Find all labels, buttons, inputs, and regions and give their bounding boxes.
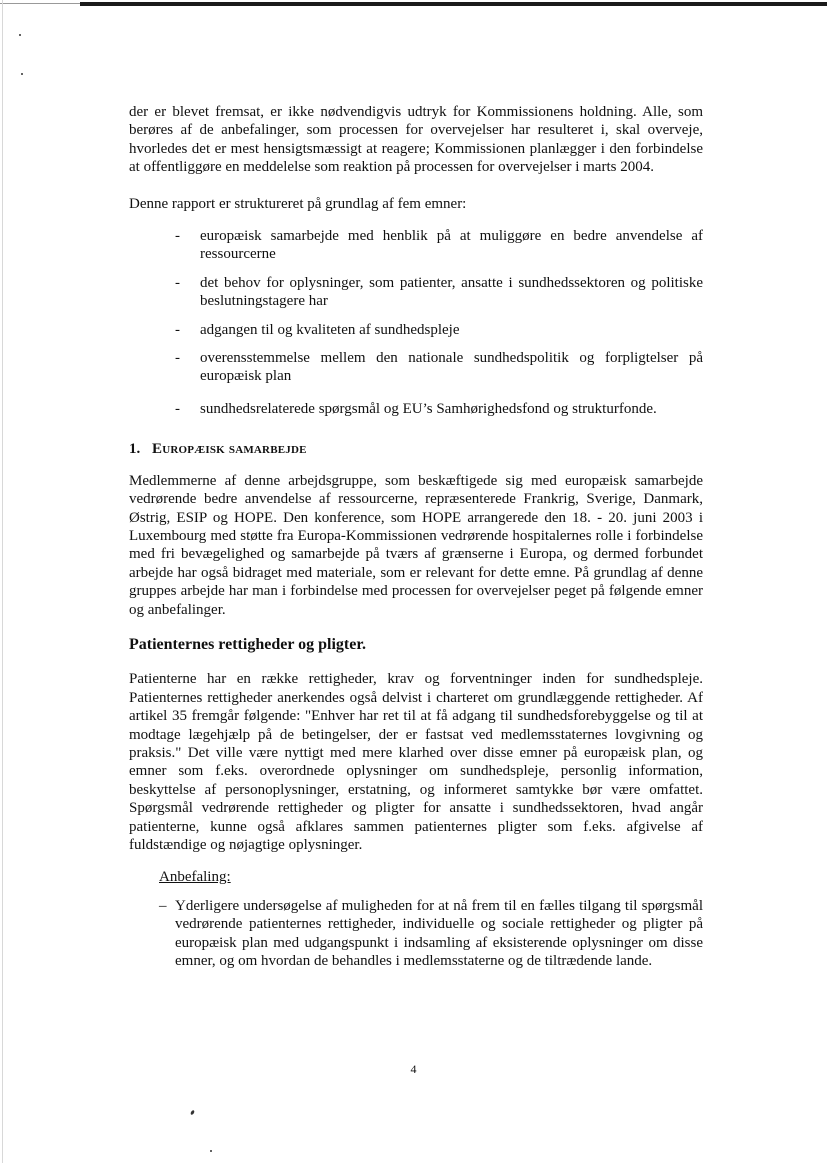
- structure-intro: Denne rapport er struktureret på grundlag af fem emner:: [129, 195, 467, 212]
- topic-item: [175, 400, 703, 418]
- topic-item: [175, 349, 703, 386]
- scan-top-edge: [80, 2, 827, 6]
- topic-text: sundhedsrelaterede spørgsmål og EU’s Samhørighedsfond og strukturfonde.: [200, 400, 657, 417]
- topic-text: adgangen til og kvaliteten af sundhedspleje: [200, 321, 460, 338]
- bullet-dash: -: [175, 228, 180, 245]
- scan-speck: [210, 1150, 212, 1152]
- scan-speck: [21, 73, 23, 75]
- topic-text: europæisk samarbejde med henblik på at muliggøre en bedre anvendelse af ressourcerne: [200, 228, 703, 263]
- recommendation-item: [159, 897, 703, 971]
- recommendation-label: Anbefaling:: [159, 869, 231, 886]
- bullet-dash: -: [175, 350, 180, 367]
- subsection-heading: Patienternes rettigheder og pligter.: [129, 635, 366, 653]
- section-paragraph: Medlemmerne af denne arbejdsgruppe, som beskæftigede sig med europæisk samarbejde vedrørende bedre anvendelse af ressourcerne, repræsenterede Frankrig, Sverige, Danmark, Østrig, ESIP og HOPE. Den konference, som HOPE arrangerede den 18. - 20. juni 2003 i Luxembourg med støtte fra Europa-Kommissionen vedrørende hospitalernes rolle i forbindelse med fri bevægelighed og samarbejde på tværs af grænserne i Europa, og dermed forbundet arbejde har også bidraget med materiale, som er relevant for dette emne. På grundlag af denne gruppes arbejde har man i forbindelse med processen for overvejelser peget på følgende emner og anbefalinger.: [129, 472, 703, 618]
- topic-text: det behov for oplysninger, som patienter, ansatte i sundhedssektoren og politiske beslutningstagere har: [200, 274, 703, 310]
- scan-left-edge: [2, 0, 3, 1163]
- topic-item: [175, 321, 703, 339]
- recommendation-dash: –: [159, 897, 167, 914]
- document-body: [129, 103, 703, 970]
- topic-item: [175, 227, 703, 264]
- topic-text: overensstemmelse mellem den nationale sundhedspolitik og forpligtelser på europæisk plan: [200, 350, 703, 385]
- scan-speck: [19, 34, 21, 36]
- scan-speck: [190, 1110, 195, 1116]
- bullet-dash: -: [175, 400, 180, 417]
- topic-item: [175, 274, 703, 311]
- section-number: 1.: [129, 441, 141, 458]
- page-number: 4: [410, 1062, 417, 1076]
- subsection-paragraph: Patienterne har en række rettigheder, krav og forventninger inden for sundhedspleje. Patienternes rettigheder anerkendes også delvist i charteret om grundlæggende rettigheder. Af artikel 35 fremgår følgende: "Enhver har ret til at få adgang til sundhedsforebyggelse og til at modtage lægehjælp på de betingelser, der er fastsat ved medlemsstaternes lovgivning og praksis." Det ville være nyttigt med mere klarhed over disse emner på europæisk plan, og emner som f.eks. overordnede oplysninger om sundhedspleje, personlig information, beskyttelse af personoplysninger, erstatning, og informeret samtykke bør være omfattet. Spørgsmål vedrørende rettigheder og pligter for ansatte i sundhedssektoren, hvad angår patienterne, kunne også afklares sammen patienternes pligter som f.eks. afgivelse af fuldstændige og nøjagtige oplysninger.: [129, 671, 703, 853]
- recommendation-text: Yderligere undersøgelse af muligheden for at nå frem til en fælles tilgang til spørgsmål vedrørende patienternes rettigheder, individuelle og sociale rettigheder og pligter på europæisk plan med udgangspunkt i indsamling af eksisterende oplysninger om disse emner, og om hvordan de behandles i medlemsstaterne og de tiltrædende lande.: [175, 897, 703, 970]
- intro-paragraph: der er blevet fremsat, er ikke nødvendigvis udtryk for Kommissionens holdning. Alle, som berøres af de anbefalinger, som processen for overvejelser har resulteret i, skal overveje, hvorledes det er mest hensigtsmæssigt at reagere; Kommissionen planlægger i den forbindelse at offentliggøre en meddelelse som reaktion på processen for overvejelser i marts 2004.: [129, 104, 703, 176]
- section-heading: [129, 440, 703, 458]
- topic-list: [129, 227, 703, 418]
- section-title: Europæisk samarbejde: [152, 441, 307, 458]
- scan-top-edge-faint: [0, 3, 90, 4]
- recommendation-list: [129, 897, 703, 971]
- bullet-dash: -: [175, 274, 180, 291]
- bullet-dash: -: [175, 321, 180, 338]
